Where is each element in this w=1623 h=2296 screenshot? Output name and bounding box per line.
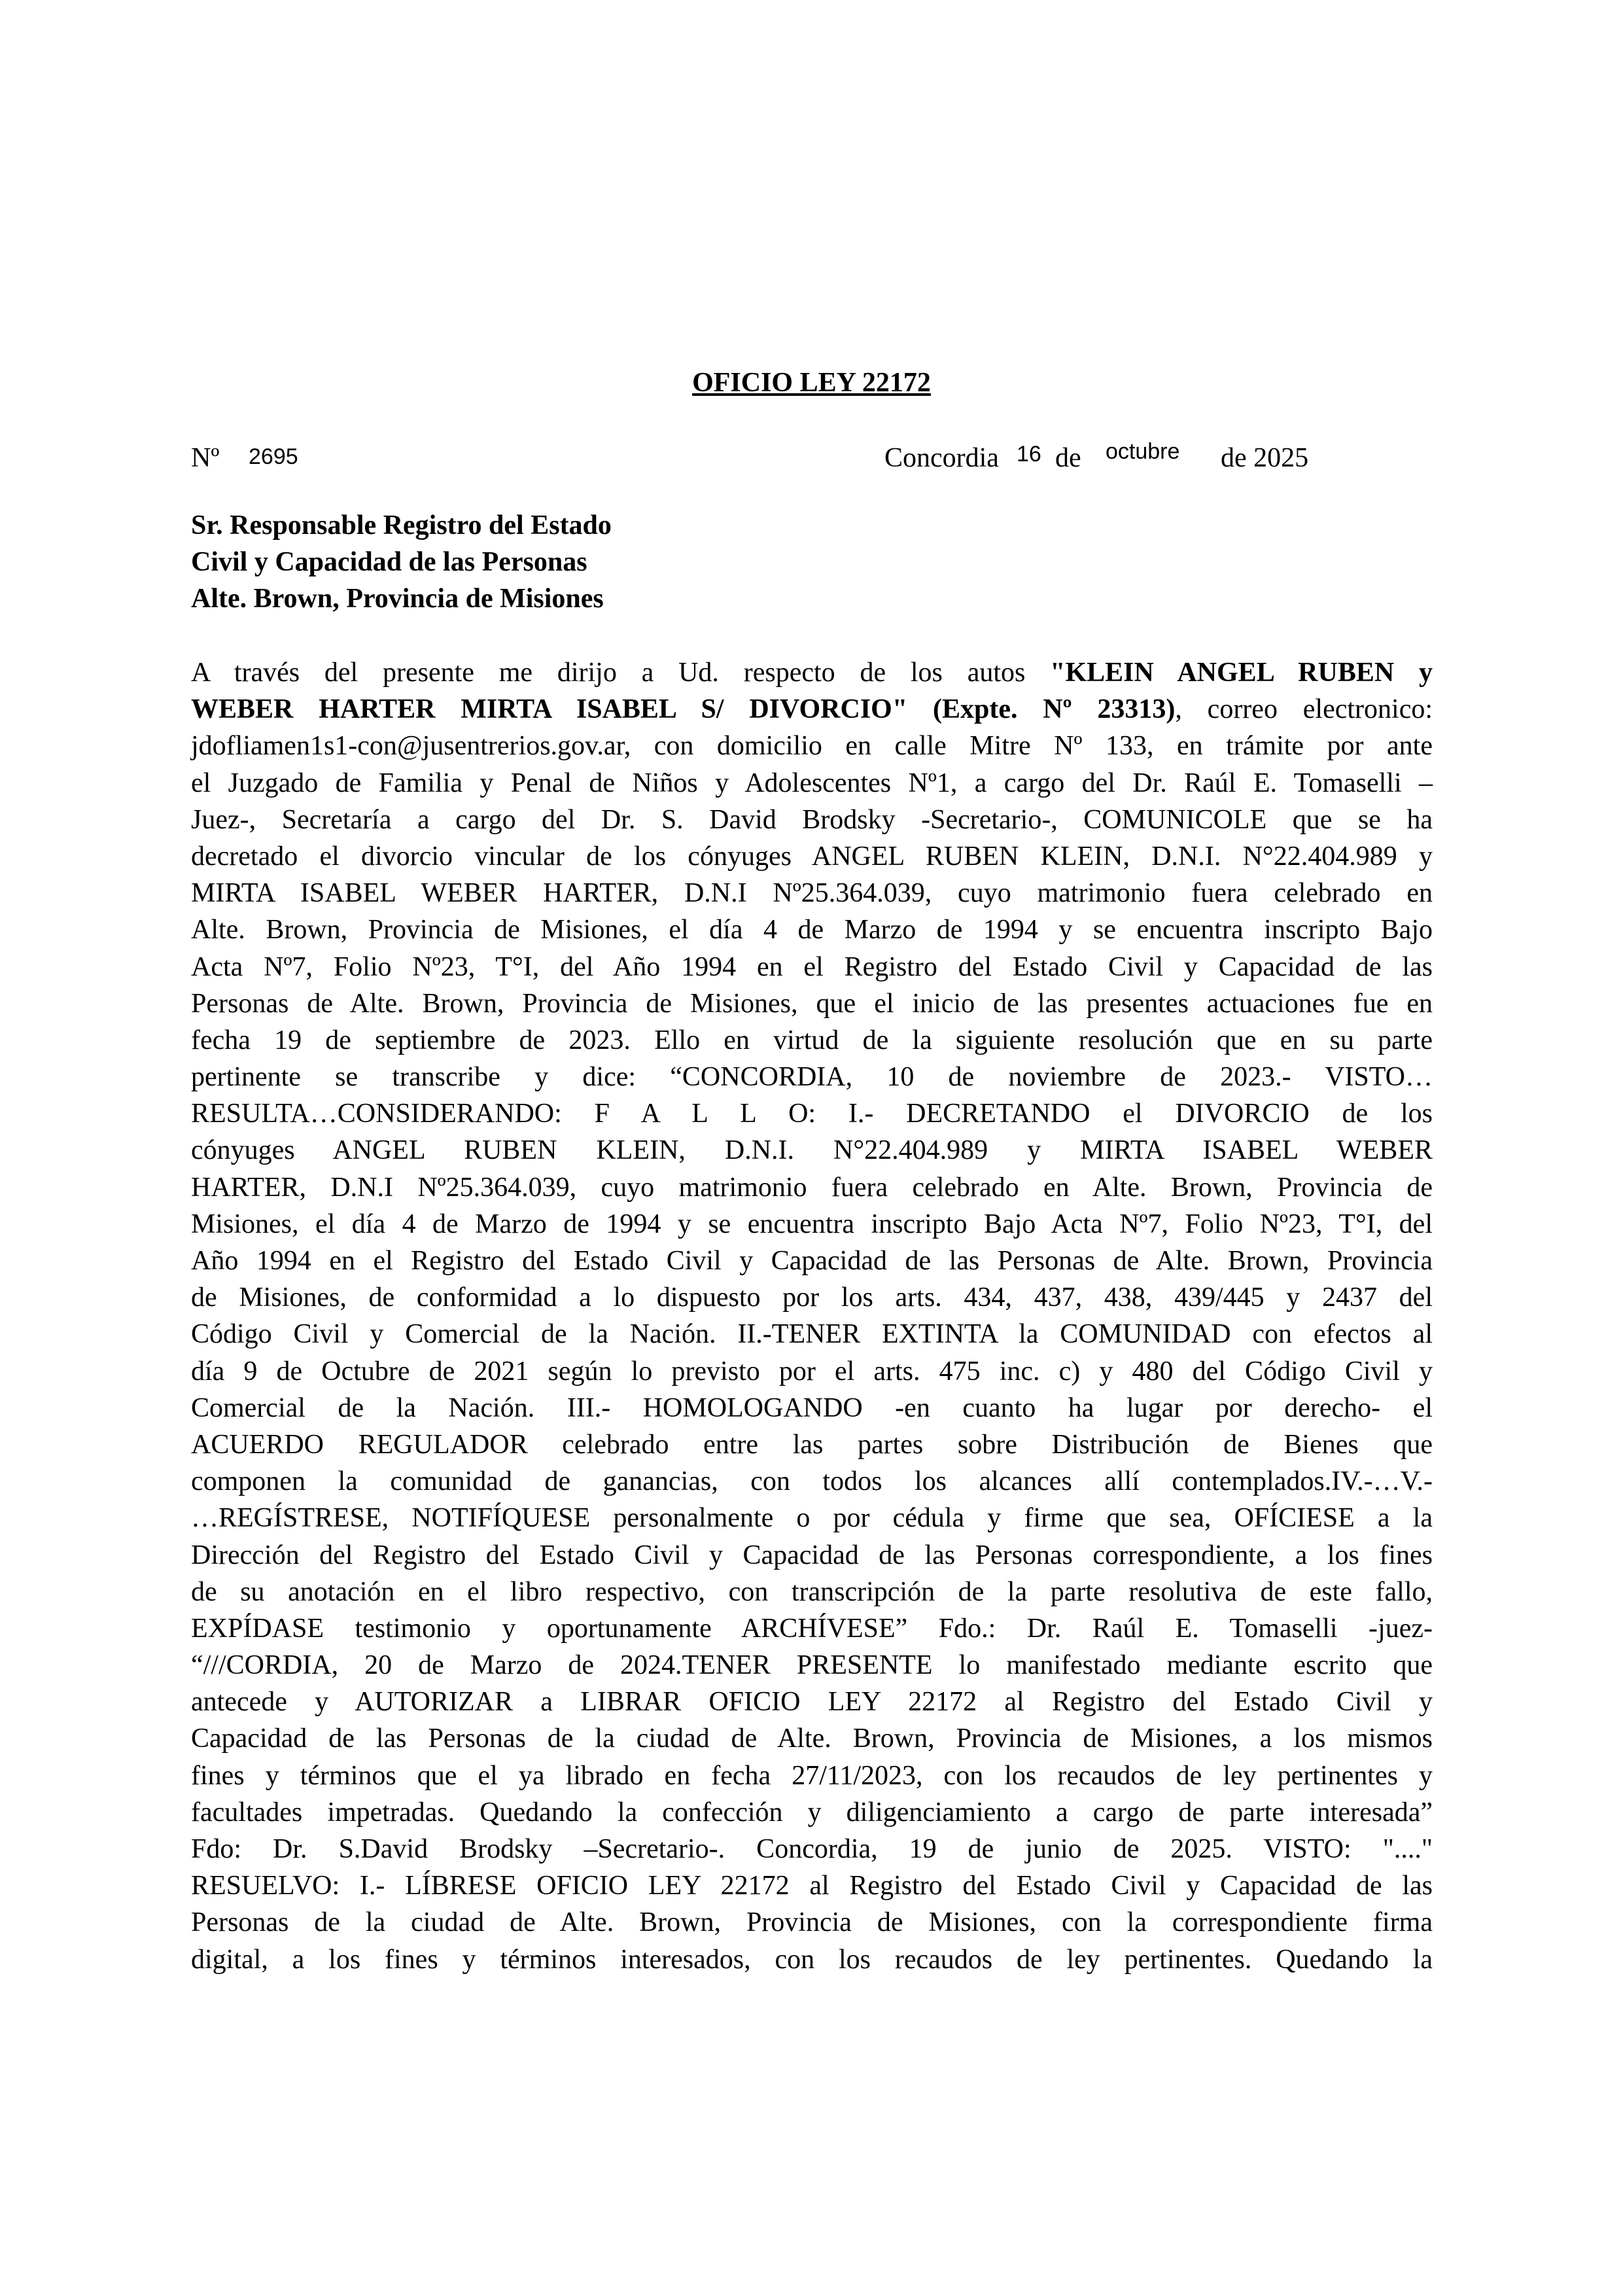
date-month: octubre xyxy=(1106,439,1180,464)
body-line-text: A través del presente me dirijo a Ud. respecto de los autos xyxy=(191,658,1026,688)
body-line: EXPÍDASE testimonio y oportunamente ARCHÍVESE” Fdo.: Dr. Raúl E. Tomaselli -juez- xyxy=(191,1613,1433,1644)
number-label: Nº xyxy=(191,443,220,473)
body-line: …REGÍSTRESE, NOTIFÍQUESE personalmente o por cédula y firme que sea, OFÍCIESE a la xyxy=(191,1503,1433,1534)
body-line: Fdo: Dr. S.David Brodsky –Secretario-. Concordia, 19 de junio de 2025. VISTO: "...." xyxy=(191,1834,1433,1864)
body-line: RESULTA…CONSIDERANDO: F A L L O: I.- DECRETANDO el DIVORCIO de los xyxy=(191,1099,1433,1129)
body-line: día 9 de Octubre de 2021 según lo previsto por el arts. 475 inc. c) y 480 del Código Civil y xyxy=(191,1356,1433,1386)
body-line: cónyuges ANGEL RUBEN KLEIN, D.N.I. N°22.404.989 y MIRTA ISABEL WEBER xyxy=(191,1135,1433,1166)
number-value: 2695 xyxy=(249,444,298,469)
body-line: fecha 19 de septiembre de 2023. Ello en virtud de la siguiente resolución que en su parte xyxy=(191,1025,1433,1055)
body-line: digital, a los fines y términos interesados, con los recaudos de ley pertinentes. Quedando la xyxy=(191,1944,1433,1975)
body-line: HARTER, D.N.I Nº25.364.039, cuyo matrimonio fuera celebrado en Alte. Brown, Provincia de xyxy=(191,1172,1433,1203)
body-line: decretado el divorcio vincular de los cónyuges ANGEL RUBEN KLEIN, D.N.I. N°22.404.989 y xyxy=(191,841,1433,872)
document-title: OFICIO LEY 22172 xyxy=(692,368,931,398)
addressee-line: Sr. Responsable Registro del Estado xyxy=(191,510,612,540)
date-de: de xyxy=(1055,443,1081,473)
body-line xyxy=(191,691,1433,728)
city-prefix: Concordia xyxy=(884,443,999,473)
body-line: Capacidad de las Personas de la ciudad de Alte. Brown, Provincia de Misiones, a los mismos xyxy=(191,1723,1433,1754)
body-line: MIRTA ISABEL WEBER HARTER, D.N.I Nº25.364.039, cuyo matrimonio fuera celebrado en xyxy=(191,878,1433,909)
body-line: Juez-, Secretaría a cargo del Dr. S. David Brodsky -Secretario-, COMUNICOLE que se ha xyxy=(191,804,1433,835)
body-line: Alte. Brown, Provincia de Misiones, el día 4 de Marzo de 1994 y se encuentra inscripto Bajo xyxy=(191,915,1433,945)
body-text xyxy=(191,654,1433,1978)
body-line: facultades impetradas. Quedando la confección y diligenciamiento a cargo de parte interesada” xyxy=(191,1797,1433,1828)
body-line: Personas de la ciudad de Alte. Brown, Provincia de Misiones, con la correspondiente firma xyxy=(191,1907,1433,1938)
body-line: “///CORDIA, 20 de Marzo de 2024.TENER PRESENTE lo manifestado mediante escrito que xyxy=(191,1650,1433,1681)
body-line: Personas de Alte. Brown, Provincia de Misiones, que el inicio de las presentes actuaciones fue en xyxy=(191,988,1433,1019)
case-title-bold: WEBER HARTER MIRTA ISABEL S/ DIVORCIO" (Expte. Nº 23313) xyxy=(191,694,1176,725)
body-line: ACUERDO REGULADOR celebrado entre las partes sobre Distribución de Bienes que xyxy=(191,1429,1433,1460)
body-line: el Juzgado de Familia y Penal de Niños y Adolescentes Nº1, a cargo del Dr. Raúl E. Tomaselli – xyxy=(191,768,1433,798)
body-line: jdofliamen1s1-con@jusentrerios.gov.ar, con domicilio en calle Mitre Nº 133, en trámite por ante xyxy=(191,731,1433,762)
body-line: Comercial de la Nación. III.- HOMOLOGANDO -en cuanto ha lugar por derecho- el xyxy=(191,1392,1433,1423)
body-line: componen la comunidad de ganancias, con todos los alcances allí contemplados.IV.-…V.- xyxy=(191,1466,1433,1497)
body-line-text: , correo electronico: xyxy=(1175,694,1433,725)
addressee-line: Civil y Capacidad de las Personas xyxy=(191,547,587,577)
body-line: de Misiones, de conformidad a lo dispuesto por los arts. 434, 437, 438, 439/445 y 2437 del xyxy=(191,1282,1433,1313)
body-line: Año 1994 en el Registro del Estado Civil y Capacidad de las Personas de Alte. Brown, Provincia xyxy=(191,1246,1433,1276)
body-lines xyxy=(191,728,1433,1977)
body-line: Acta Nº7, Folio Nº23, T°I, del Año 1994 en el Registro del Estado Civil y Capacidad de las xyxy=(191,951,1433,982)
date-day: 16 xyxy=(1017,442,1041,467)
body-line: de su anotación en el libro respectivo, con transcripción de la parte resolutiva de este fallo, xyxy=(191,1576,1433,1607)
body-line: Misiones, el día 4 de Marzo de 1994 y se encuentra inscripto Bajo Acta Nº7, Folio Nº23, T°I, del xyxy=(191,1209,1433,1239)
body-line: Código Civil y Comercial de la Nación. II.-TENER EXTINTA la COMUNIDAD con efectos al xyxy=(191,1319,1433,1350)
body-line: RESUELVO: I.- LÍBRESE OFICIO LEY 22172 al Registro del Estado Civil y Capacidad de las xyxy=(191,1871,1433,1901)
case-title-bold: "KLEIN ANGEL RUBEN y xyxy=(1050,658,1433,688)
body-line: pertinente se transcribe y dice: “CONCORDIA, 10 de noviembre de 2023.- VISTO… xyxy=(191,1062,1433,1093)
addressee-block xyxy=(191,507,1434,617)
body-line: antecede y AUTORIZAR a LIBRAR OFICIO LEY 22172 al Registro del Estado Civil y xyxy=(191,1687,1433,1718)
body-line: Dirección del Registro del Estado Civil y Capacidad de las Personas correspondiente, a los fines xyxy=(191,1540,1433,1570)
reference-row xyxy=(0,438,1623,478)
body-line: fines y términos que el ya librado en fecha 27/11/2023, con los recaudos de ley pertinentes y xyxy=(191,1760,1433,1791)
body-line xyxy=(191,654,1433,691)
addressee-line: Alte. Brown, Provincia de Misiones xyxy=(191,584,604,614)
date-year: de 2025 xyxy=(1221,443,1309,473)
